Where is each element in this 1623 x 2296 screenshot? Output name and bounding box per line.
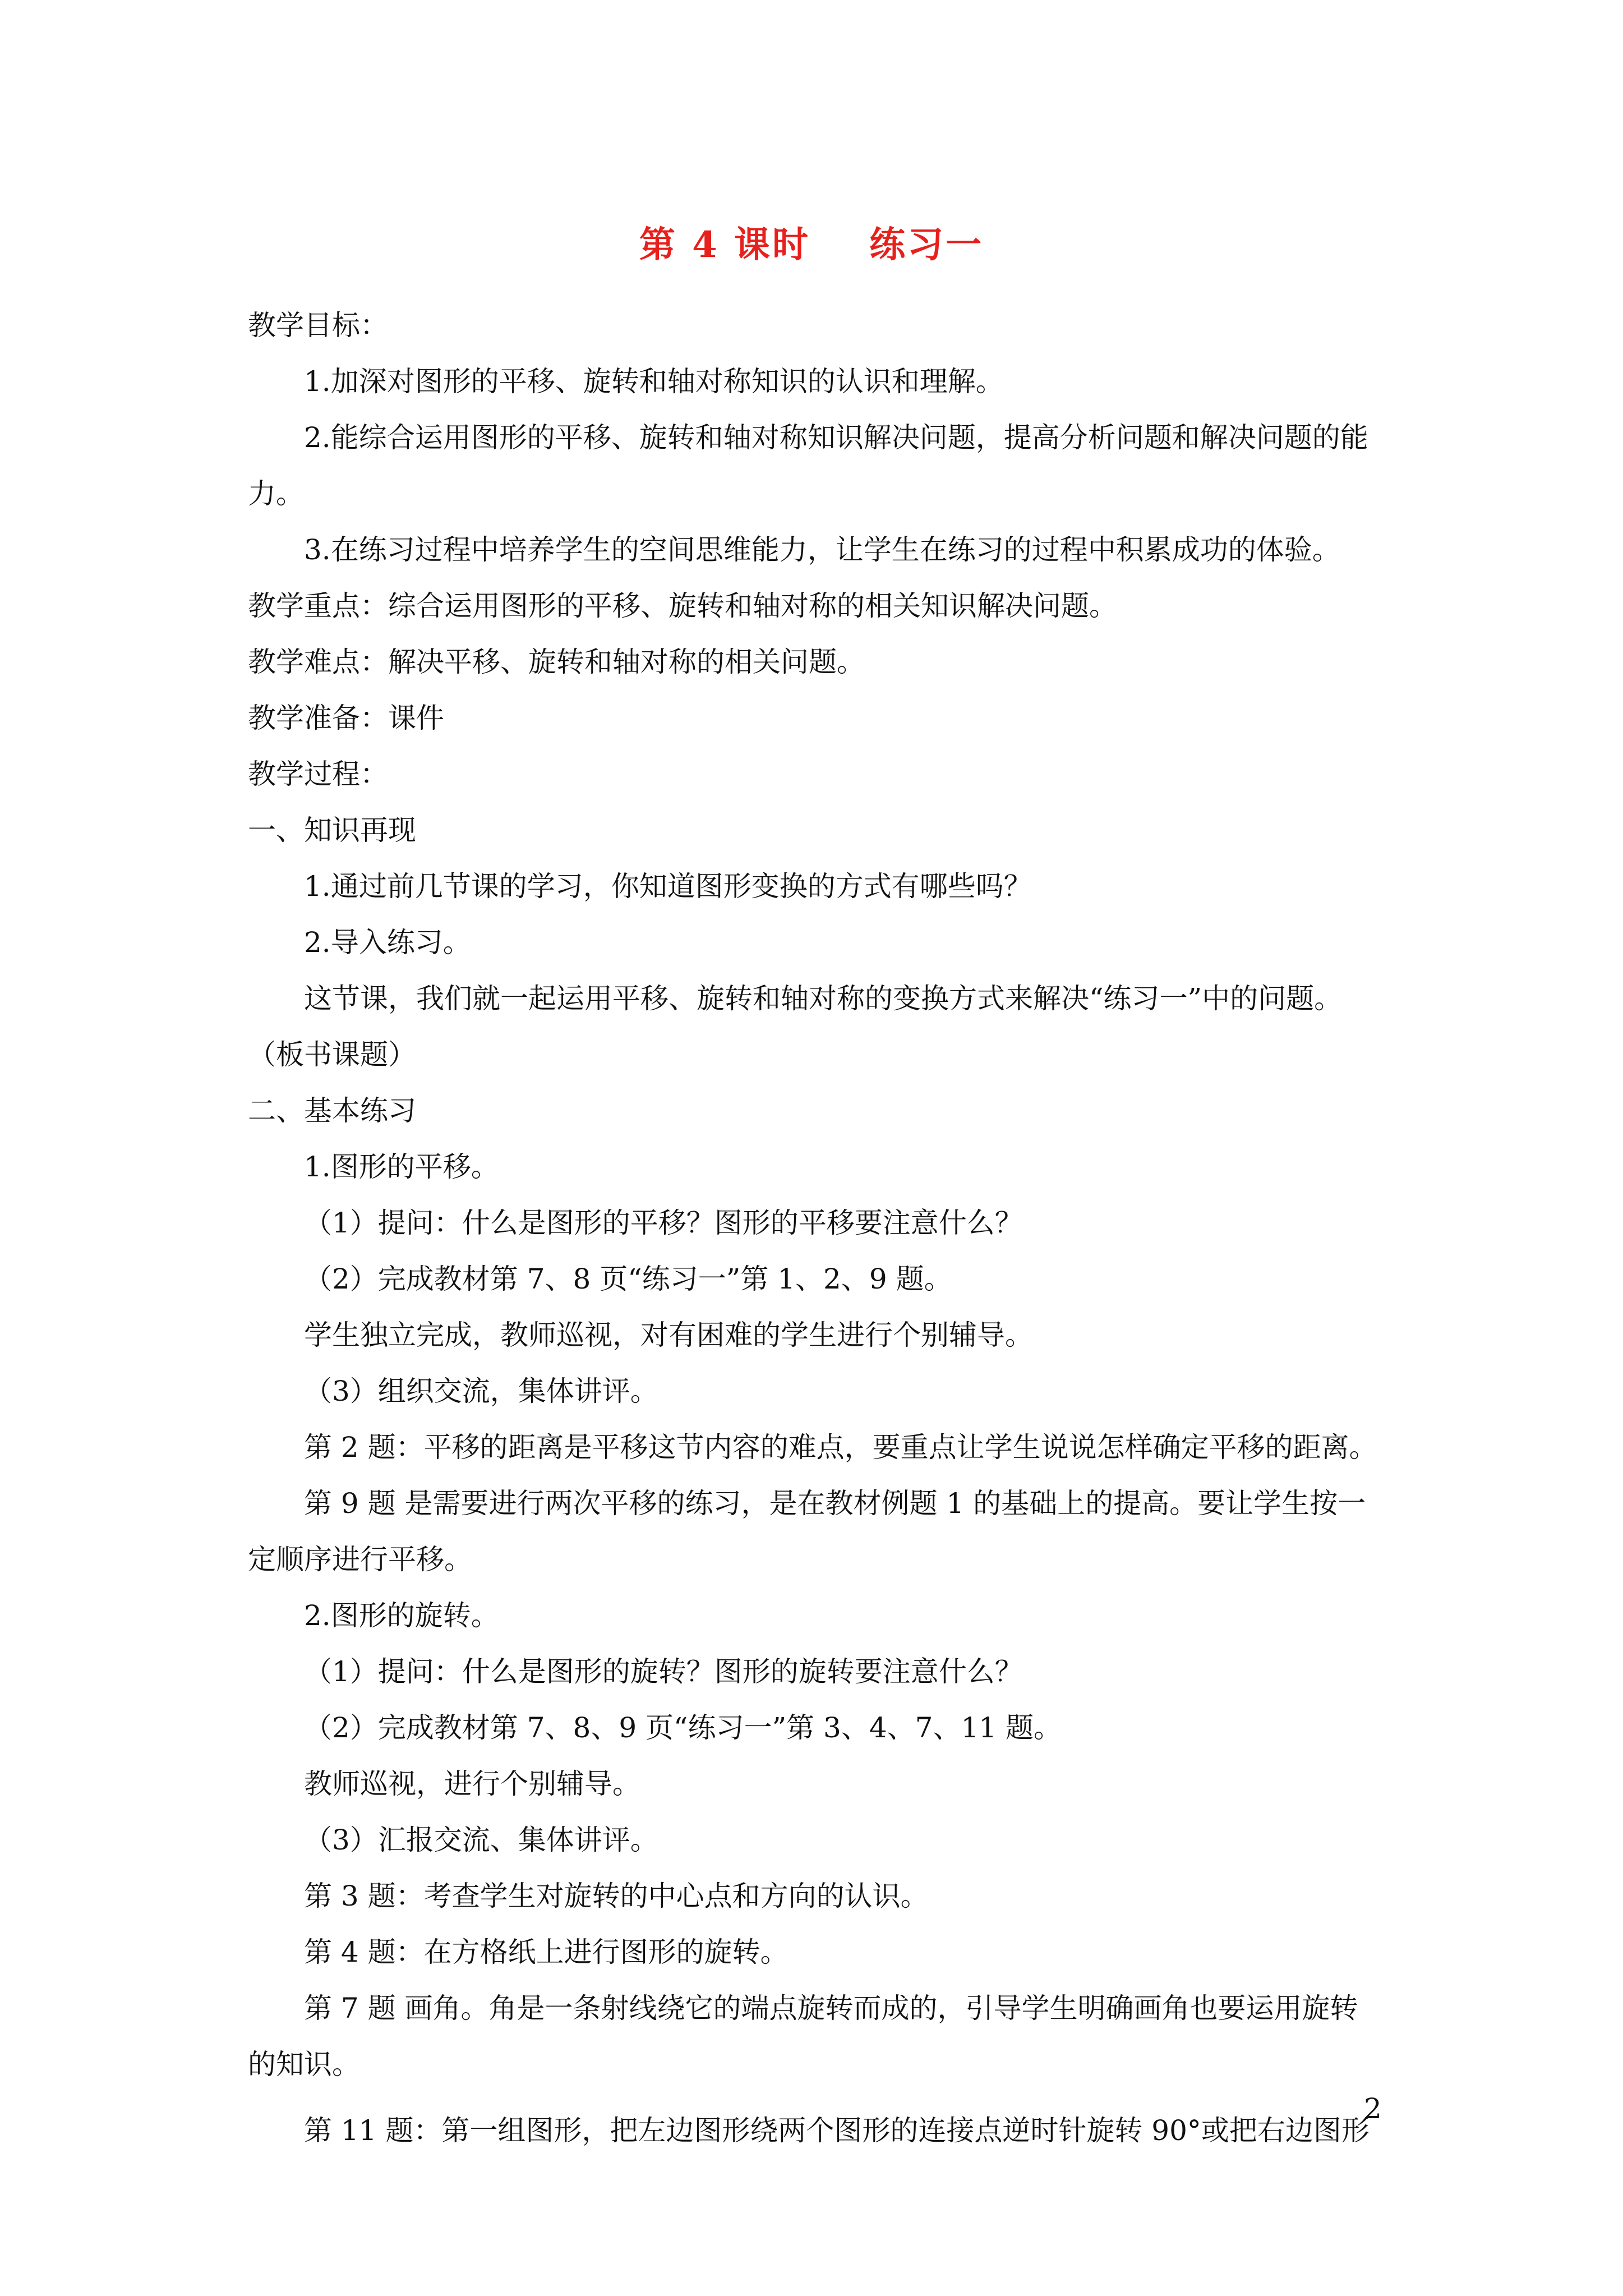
key-points: 教学重点：综合运用图形的平移、旋转和轴对称的相关知识解决问题。 bbox=[248, 590, 1117, 622]
paragraph: （2）完成教材第 7、8 页“练习一”第 1、2、9 题。 bbox=[304, 1263, 952, 1295]
paragraph-continued: 定顺序进行平移。 bbox=[248, 1543, 472, 1576]
paragraph: 第 3 题：考查学生对旋转的中心点和方向的认识。 bbox=[304, 1880, 929, 1912]
paragraph: 学生独立完成，教师巡视，对有困难的学生进行个别辅导。 bbox=[304, 1319, 1033, 1351]
paragraph: （1）提问：什么是图形的旋转？图形的旋转要注意什么？ bbox=[304, 1655, 1023, 1688]
subsection-rotation: 2.图形的旋转。 bbox=[304, 1599, 499, 1632]
teaching-preparation: 教学准备：课件 bbox=[248, 702, 444, 734]
subsection-translation: 1.图形的平移。 bbox=[304, 1151, 499, 1183]
objective-2: 2.能综合运用图形的平移、旋转和轴对称知识解决问题，提高分析问题和解决问题的能 bbox=[304, 421, 1368, 454]
paragraph: 第 9 题 是需要进行两次平移的练习，是在教材例题 1 的基础上的提高。要让学生按一 bbox=[304, 1487, 1366, 1520]
paragraph: 第 4 题：在方格纸上进行图形的旋转。 bbox=[304, 1936, 789, 1968]
paragraph: 第 7 题 画角。角是一条射线绕它的端点旋转而成的，引导学生明确画角也要运用旋转 bbox=[304, 1992, 1358, 2024]
section-heading-process: 教学过程： bbox=[248, 758, 388, 790]
objective-1: 1.加深对图形的平移、旋转和轴对称知识的认识和理解。 bbox=[304, 365, 1004, 398]
lesson-title: 第 4 课时 练习一 bbox=[639, 224, 984, 266]
paragraph: 2.导入练习。 bbox=[304, 926, 471, 959]
paragraph: 这节课，我们就一起运用平移、旋转和轴对称的变换方式来解决“练习一”中的问题。 bbox=[304, 982, 1343, 1015]
paragraph-continued: 的知识。 bbox=[248, 2048, 360, 2081]
objective-2-continued: 力。 bbox=[248, 477, 304, 510]
part-1-heading: 一、知识再现 bbox=[248, 814, 416, 846]
paragraph: 第 11 题：第一组图形，把左边图形绕两个图形的连接点逆时针旋转 90°或把右边图形 bbox=[304, 2114, 1370, 2147]
paragraph: 第 2 题：平移的距离是平移这节内容的难点，要重点让学生说说怎样确定平移的距离。 bbox=[304, 1431, 1377, 1464]
objective-3: 3.在练习过程中培养学生的空间思维能力，让学生在练习的过程中积累成功的体验。 bbox=[304, 533, 1340, 566]
paragraph-continued: （板书课题） bbox=[248, 1038, 416, 1071]
paragraph: （3）汇报交流、集体讲评。 bbox=[304, 1824, 658, 1856]
section-heading-objectives: 教学目标： bbox=[248, 309, 388, 342]
difficult-points: 教学难点：解决平移、旋转和轴对称的相关问题。 bbox=[248, 646, 865, 678]
paragraph: （2）完成教材第 7、8、9 页“练习一”第 3、4、7、11 题。 bbox=[304, 1711, 1062, 1744]
page-number: 2 bbox=[1364, 2092, 1382, 2125]
part-2-heading: 二、基本练习 bbox=[248, 1094, 416, 1127]
lesson-body bbox=[248, 297, 1386, 2159]
paragraph: （1）提问：什么是图形的平移？图形的平移要注意什么？ bbox=[304, 1207, 1023, 1239]
paragraph: 1.通过前几节课的学习，你知道图形变换的方式有哪些吗？ bbox=[304, 870, 1032, 903]
paragraph: 教师巡视，进行个别辅导。 bbox=[304, 1768, 640, 1800]
paragraph: （3）组织交流，集体讲评。 bbox=[304, 1375, 658, 1407]
